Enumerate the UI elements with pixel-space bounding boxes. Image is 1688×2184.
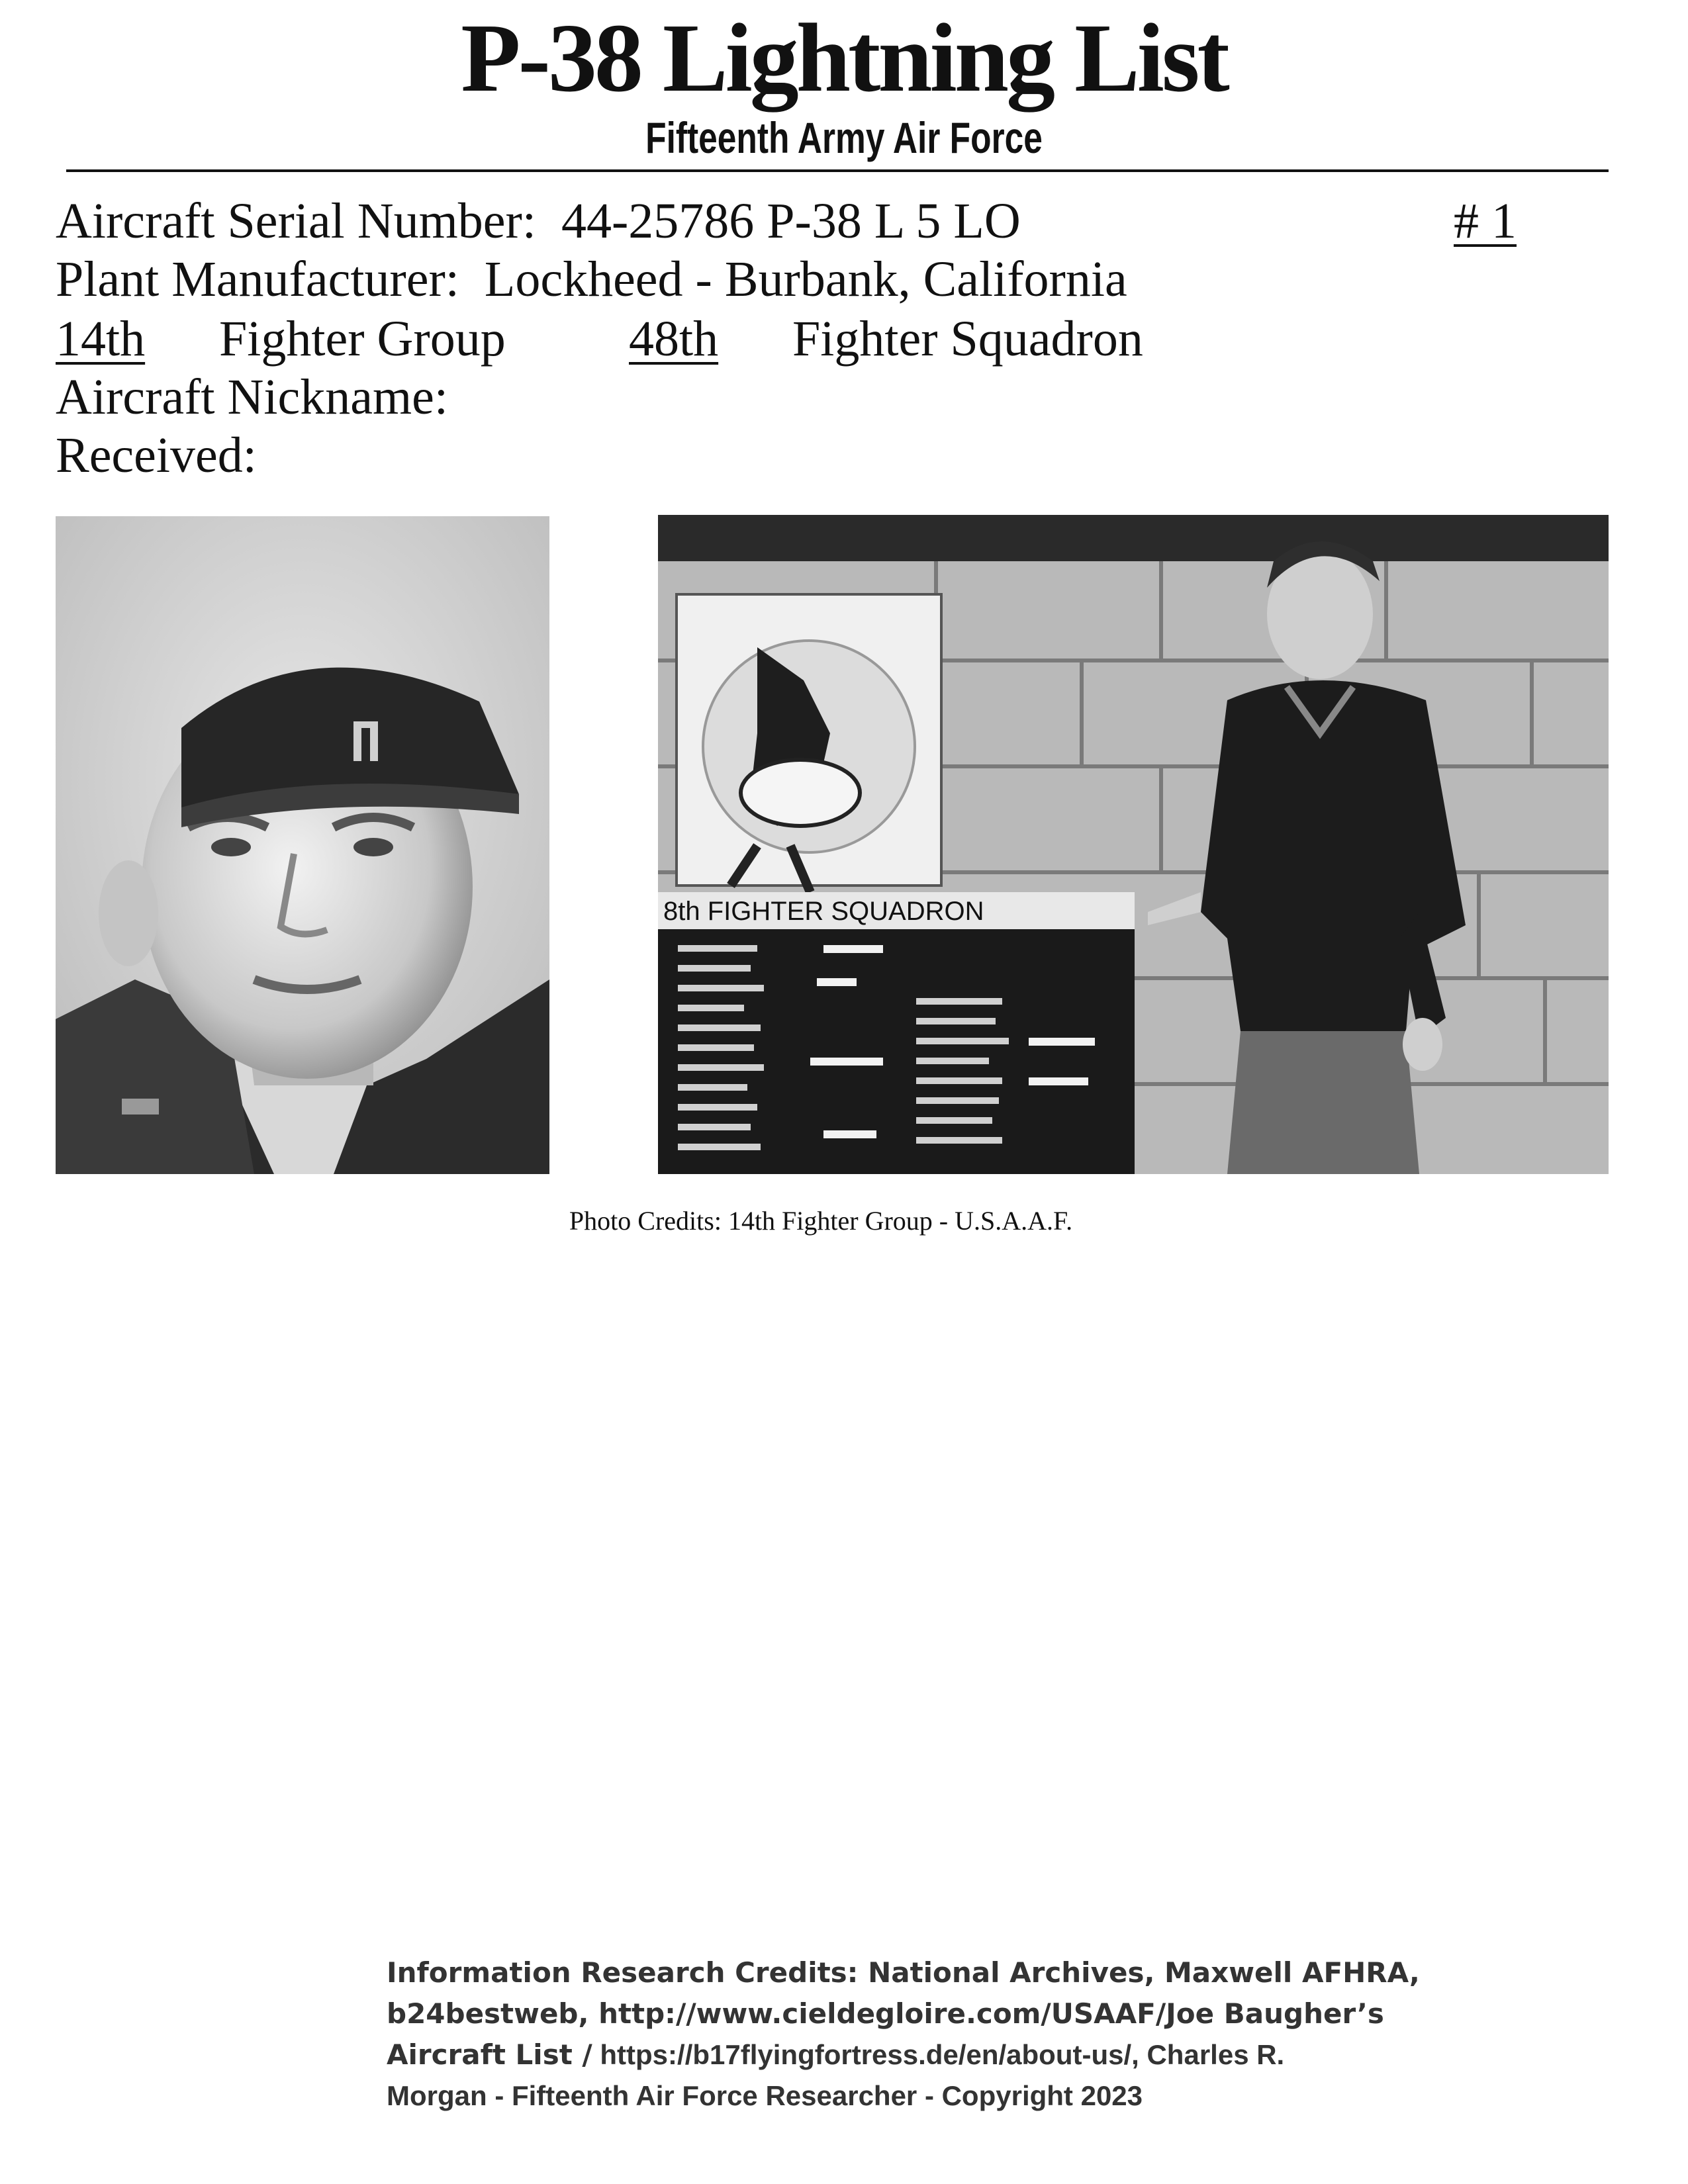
fighter-squadron-label: Fighter Squadron <box>792 311 1143 367</box>
serial-number-value: 44-25786 P-38 L 5 LO <box>561 193 1021 249</box>
squadron-row <box>629 310 1143 368</box>
manufacturer-row <box>56 250 1127 308</box>
received-row <box>56 426 257 484</box>
research-credits-line-3 <box>387 2034 1380 2075</box>
nickname-row <box>56 368 448 426</box>
research-credits-line-3b: https://b17flyingfortress.de/en/about-us/, Charles R. <box>592 2039 1285 2070</box>
list-number: # 1 <box>1454 193 1517 249</box>
pilot-portrait-photo <box>56 516 549 1174</box>
squadron-board-photo <box>658 515 1609 1174</box>
research-credits-line-2: b24bestweb, http://www.cieldegloire.com/USAAF/Joe Baugher’s <box>387 1997 1384 2030</box>
fighter-group-number: 14th <box>56 311 146 367</box>
research-credits-line-4: Morgan - Fifteenth Air Force Researcher - Copyright 2023 <box>387 2080 1143 2111</box>
research-credits-line-3a: Aircraft List / <box>387 2038 592 2071</box>
unit-row <box>56 310 506 368</box>
list-number-row <box>1454 192 1602 250</box>
manufacturer-label: Plant Manufacturer: <box>56 251 459 307</box>
photo-credits: Photo Credits: 14th Fighter Group - U.S.A.A.F. <box>569 1206 1073 1236</box>
nickname-label: Aircraft Nickname: <box>56 369 448 425</box>
squadron-sign-text: 8th FIGHTER SQUADRON <box>663 897 984 926</box>
header-divider <box>66 169 1609 172</box>
page-subtitle: Fifteenth Army Air Force <box>645 113 1043 162</box>
fighter-squadron-number: 48th <box>629 311 719 367</box>
received-label: Received: <box>56 428 257 483</box>
manufacturer-value: Lockheed - Burbank, California <box>484 251 1127 307</box>
research-credits <box>387 1952 1420 2116</box>
research-credits-line-1: Information Research Credits: National Archives, Maxwell AFHRA, <box>387 1956 1420 1989</box>
serial-number-label: Aircraft Serial Number: <box>56 193 536 249</box>
serial-number-row <box>56 192 1021 250</box>
fighter-group-label: Fighter Group <box>219 311 506 367</box>
page-title: P-38 Lightning List <box>461 4 1227 113</box>
